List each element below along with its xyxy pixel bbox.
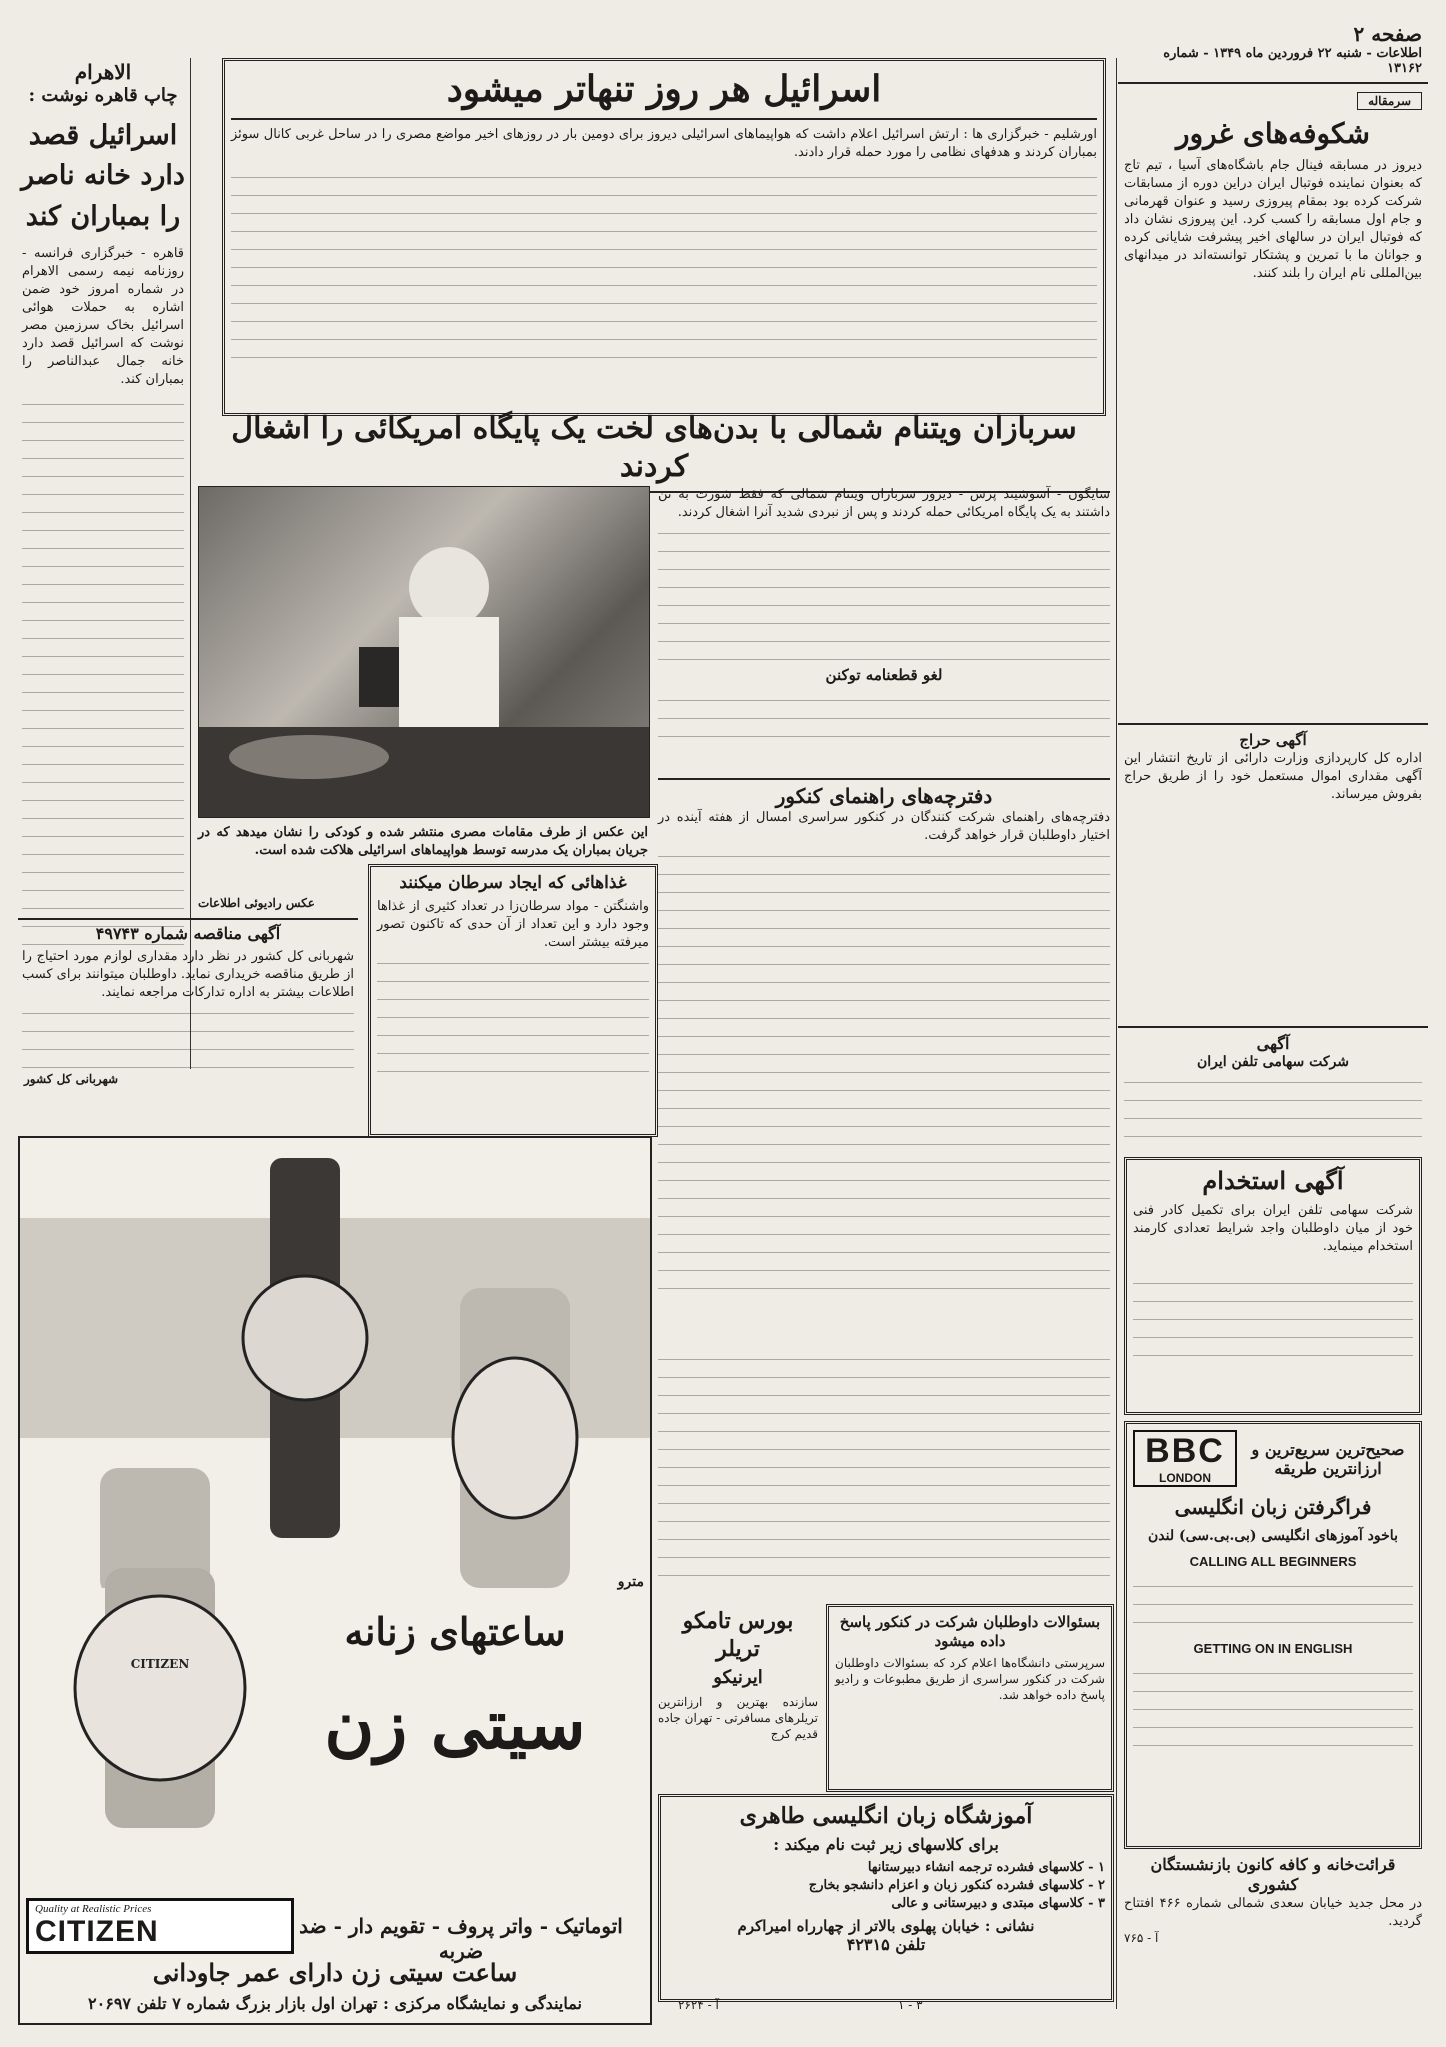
phone-company-notice: [1118, 1034, 1428, 1152]
masthead: [1118, 18, 1428, 76]
exam-article: [658, 778, 1110, 1338]
auction-body: اداره کل کارپردازی وزارت دارائی از تاریخ انتشار این آگهی مقداری اموال مستعمل خود را از طریق حراج بفروش میرساند.: [1124, 750, 1422, 802]
right-column: [1118, 18, 1428, 2029]
library-title: قرائت‌خانه و کافه کانون بازنشستگان کشوری: [1150, 1855, 1396, 1895]
phone-notice-subtitle: شرکت سهامی تلفن ایران: [1196, 1053, 1350, 1070]
trailer-body: سازنده بهترین و ارزانترین تریلرهای مسافرتی - تهران جاده قدیم کرج: [658, 1694, 818, 1741]
watch-face-1: [243, 1276, 367, 1400]
library-body: در محل جدید خیابان سعدی شمالی شماره ۴۶۶ افتتاح گردید.: [1124, 1896, 1422, 1930]
citizen-features: اتوماتیک - واتر پروف - تقویم دار - ضد ضربه: [299, 1914, 623, 1963]
employment-body: شرکت سهامی تلفن ایران برای تکمیل کادر فنی خود از میان داوطلبان واجد شرایط تعدادی کارمند استخدام مینماید.: [1133, 1203, 1413, 1255]
tender-notice: [18, 918, 358, 1130]
citizen-tagline: Quality at Realistic Prices: [35, 1903, 152, 1915]
bbc-subtitle: باخود آموزهای انگلیسی (بی.بی.سی) لندن: [1148, 1528, 1398, 1545]
auction-title: آگهی حراج: [1239, 731, 1307, 749]
left-source: الاهرام: [74, 60, 132, 84]
cancer-title: غذاهائی که ایجاد سرطان میکنند: [399, 873, 627, 893]
citizen-agency: نمایندگی و نمایشگاه مرکزی : تهران اول بازار بزرگ شماره ۷ تلفن ۲۰۶۹۷: [88, 1994, 582, 2013]
left-subsource: چاپ قاهره نوشت :: [28, 85, 178, 106]
footer-code-left: آ - ۲۶۲۴: [678, 1998, 719, 2012]
israel-body: اورشلیم - خبرگزاری ها : ارتش اسرائیل اعلام داشت که هواپیماهای اسرائیلی دیروز برای دومین بار در روزهای اخیر مواضع مصری را در ساحل غربی کانال سوئز بمباران کردند و هدفهای نظامی را مورد حمله قرار دادند.: [231, 127, 1097, 160]
watch-illustration: [20, 1138, 650, 1588]
tender-title: آگهی مناقصه شماره ۴۹۷۴۳: [95, 924, 281, 943]
phone-notice-title: آگهی: [1256, 1033, 1290, 1053]
israel-headline: اسرائیل هر روز تنهاتر میشود: [231, 67, 1097, 120]
exam-body: دفترچه‌های راهنمای شرکت کنندگان در کنکور سراسری امسال از هفته آینده در اختیار داوطلبان قرار خواهد گرفت.: [658, 810, 1110, 843]
newspaper-page: [18, 18, 1428, 2029]
editorial-title: شکوفه‌های غرور: [1176, 117, 1370, 150]
vietnam-body: سایگون - آسوشیتد پرس - دیروز سربازان ویتنام شمالی که فقط شورت به تن داشتند به یک پایگاه امریکائی حمله کردند و پس از نبردی شدید آنرا اشغال کردند.: [658, 487, 1110, 520]
bbc-logo-top: BBC: [1145, 1432, 1225, 1471]
employment-title: آگهی استخدام: [1202, 1166, 1344, 1196]
vietnam-subhead: لغو قطعنامه توکنن: [825, 666, 943, 684]
cancer-body: واشنگتن - مواد سرطان‌زا در تعداد کثیری از غذاها وجود دارد و این تعداد از آن حدی که تاکنون تصور میرفته بیشتر است.: [377, 899, 649, 951]
answers-body: سرپرستی دانشگاه‌ها اعلام کرد که بسئوالات داوطلبان شرکت در کنکور سراسری از طریق مطبوعات و رادیو پاسخ داده خواهد شد.: [835, 1655, 1105, 1702]
bbc-course-2: GETTING ON IN ENGLISH: [1193, 1640, 1353, 1656]
watch-face-2: [453, 1358, 577, 1518]
employment-notice: [1124, 1157, 1422, 1415]
citizen-model-label: مترو: [617, 1574, 644, 1590]
bbc-logo-bottom: LONDON: [1159, 1471, 1211, 1486]
footer-code-center: ۳ - ۱: [898, 1998, 923, 2012]
editorial: [1118, 90, 1428, 717]
vietnam-article: [658, 486, 1110, 786]
bbc-title: فراگرفتن زبان انگلیسی: [1174, 1495, 1372, 1520]
citizen-brand: CITIZEN: [35, 1915, 159, 1948]
photo-image: [199, 487, 649, 817]
school-address: نشانی : خیابان پهلوی بالاتر از چهارراه امیراکرم: [737, 1916, 1035, 1935]
school-title: آموزشگاه زبان انگلیسی طاهری: [739, 1803, 1033, 1829]
school-item-3: ۳ - کلاسهای مبتدی و دبیرستانی و عالی: [891, 1895, 1105, 1911]
citizen-logo-box: [26, 1898, 294, 1954]
tender-signature: شهربانی کل کشور: [24, 1072, 119, 1086]
school-item-2: ۲ - کلاسهای فشرده کنکور زبان و اعزام دانشجو بخارج: [808, 1877, 1105, 1893]
watch-face-3: [50, 1568, 270, 1828]
exam-title: دفترچه‌های راهنمای کنکور: [658, 778, 1110, 809]
citizen-promo: ساعت سیتی زن دارای عمر جاودانی: [152, 1958, 518, 1987]
photo-caption: این عکس از طرف مقامات مصری منتشر شده و کودکی را نشان میدهد که در جریان بمباران یک مدرسه توسط هواپیماهای اسرائیلی هلاکت شده است.: [198, 825, 648, 858]
main-headline: سربازان ویتنام شمالی با بدن‌های لخت یک پایگاه امریکائی را اشغال کردند: [198, 410, 1110, 493]
trailer-subtitle: ایرنیکو: [713, 1667, 763, 1688]
school-phone: تلفن ۴۲۳۱۵: [846, 1935, 926, 1955]
school-subtitle: برای کلاسهای زیر ثبت نام میکند :: [773, 1834, 999, 1854]
svg-text:CITIZEN: CITIZEN: [130, 1657, 190, 1671]
footer-code-right: آ - ۷۶۵: [1124, 1931, 1159, 1946]
bbc-logo: [1133, 1430, 1237, 1487]
tender-body: شهربانی کل کشور در نظر دارد مقداری لوازم مورد احتیاج را از طریق مناقصه خریداری نماید. داوطلبان میتوانند برای کسب اطلاعات بیشتر به اداره تدارکات مراجعه نمایند.: [21, 949, 354, 1000]
editorial-label: سرمقاله: [1357, 92, 1422, 110]
issue-line: اطلاعات - شنبه ۲۲ فروردین ماه ۱۳۴۹ - شماره ۱۳۱۶۲: [1163, 46, 1422, 76]
citizen-title-2: سیتی زن: [324, 1685, 586, 1765]
bbc-slogan: صحیح‌ترین سریع‌ترین و ارزانترین طریقه: [1251, 1439, 1405, 1478]
citizen-ad: [18, 1136, 652, 2025]
trailer-ad: [658, 1608, 818, 1778]
editorial-body: دیروز در مسابقه فینال جام باشگاه‌های آسیا ، تیم تاج که بعنوان نماینده فوتبال ایران دراین دوره از مسابقات شرکت کرده بود بمقام پیروزی رسید و عنوان قهرمانی و جام اول مسابقه را کسب کرد. این پیروزی نشان داد که فوتبال ایران در سالهای اخیر پیشرفت شایانی کرده و جوانان ما با تمرین و پشتکار توانسته‌اند در میدانهای بین‌المللی نام ایران را بلند کنند.: [1124, 158, 1422, 281]
photo-credit: عکس رادیوئی اطلاعات: [198, 896, 315, 910]
library-notice: [1118, 1855, 1428, 1945]
cancer-box: [368, 864, 658, 1137]
left-body: قاهره - خبرگزاری فرانسه - روزنامه نیمه رسمی الاهرام در شماره امروز خود ضمن اشاره به حملات هوائی اسرائیل بخاک سرزمین مصر نوشت که اسرائیل قصد دارد خانه جمال عبدالناصر را بمباران کند.: [22, 246, 184, 387]
trailer-title: بورس تامکو تریلر: [682, 1608, 794, 1662]
taheri-school-ad: [658, 1794, 1114, 2002]
citizen-title-1: ساعتهای زنانه: [344, 1609, 566, 1654]
bbc-course-1: CALLING ALL BEGINNERS: [1189, 1553, 1357, 1569]
answers-box: [826, 1604, 1114, 1792]
auction-notice: [1118, 731, 1428, 1020]
page-label: صفحه ۲: [1353, 22, 1422, 46]
bombing-photo: [198, 486, 650, 818]
school-item-1: ۱ - کلاسهای فشرده ترجمه انشاء دبیرستانها: [867, 1859, 1105, 1875]
bbc-ad: [1124, 1421, 1422, 1849]
left-title: اسرائیل قصد دارد خانه ناصر را بمباران کند: [21, 119, 185, 232]
israel-lonely-box: [222, 58, 1106, 416]
answers-title: بسئوالات داوطلبان شرکت در کنکور پاسخ داده میشود: [839, 1613, 1101, 1650]
